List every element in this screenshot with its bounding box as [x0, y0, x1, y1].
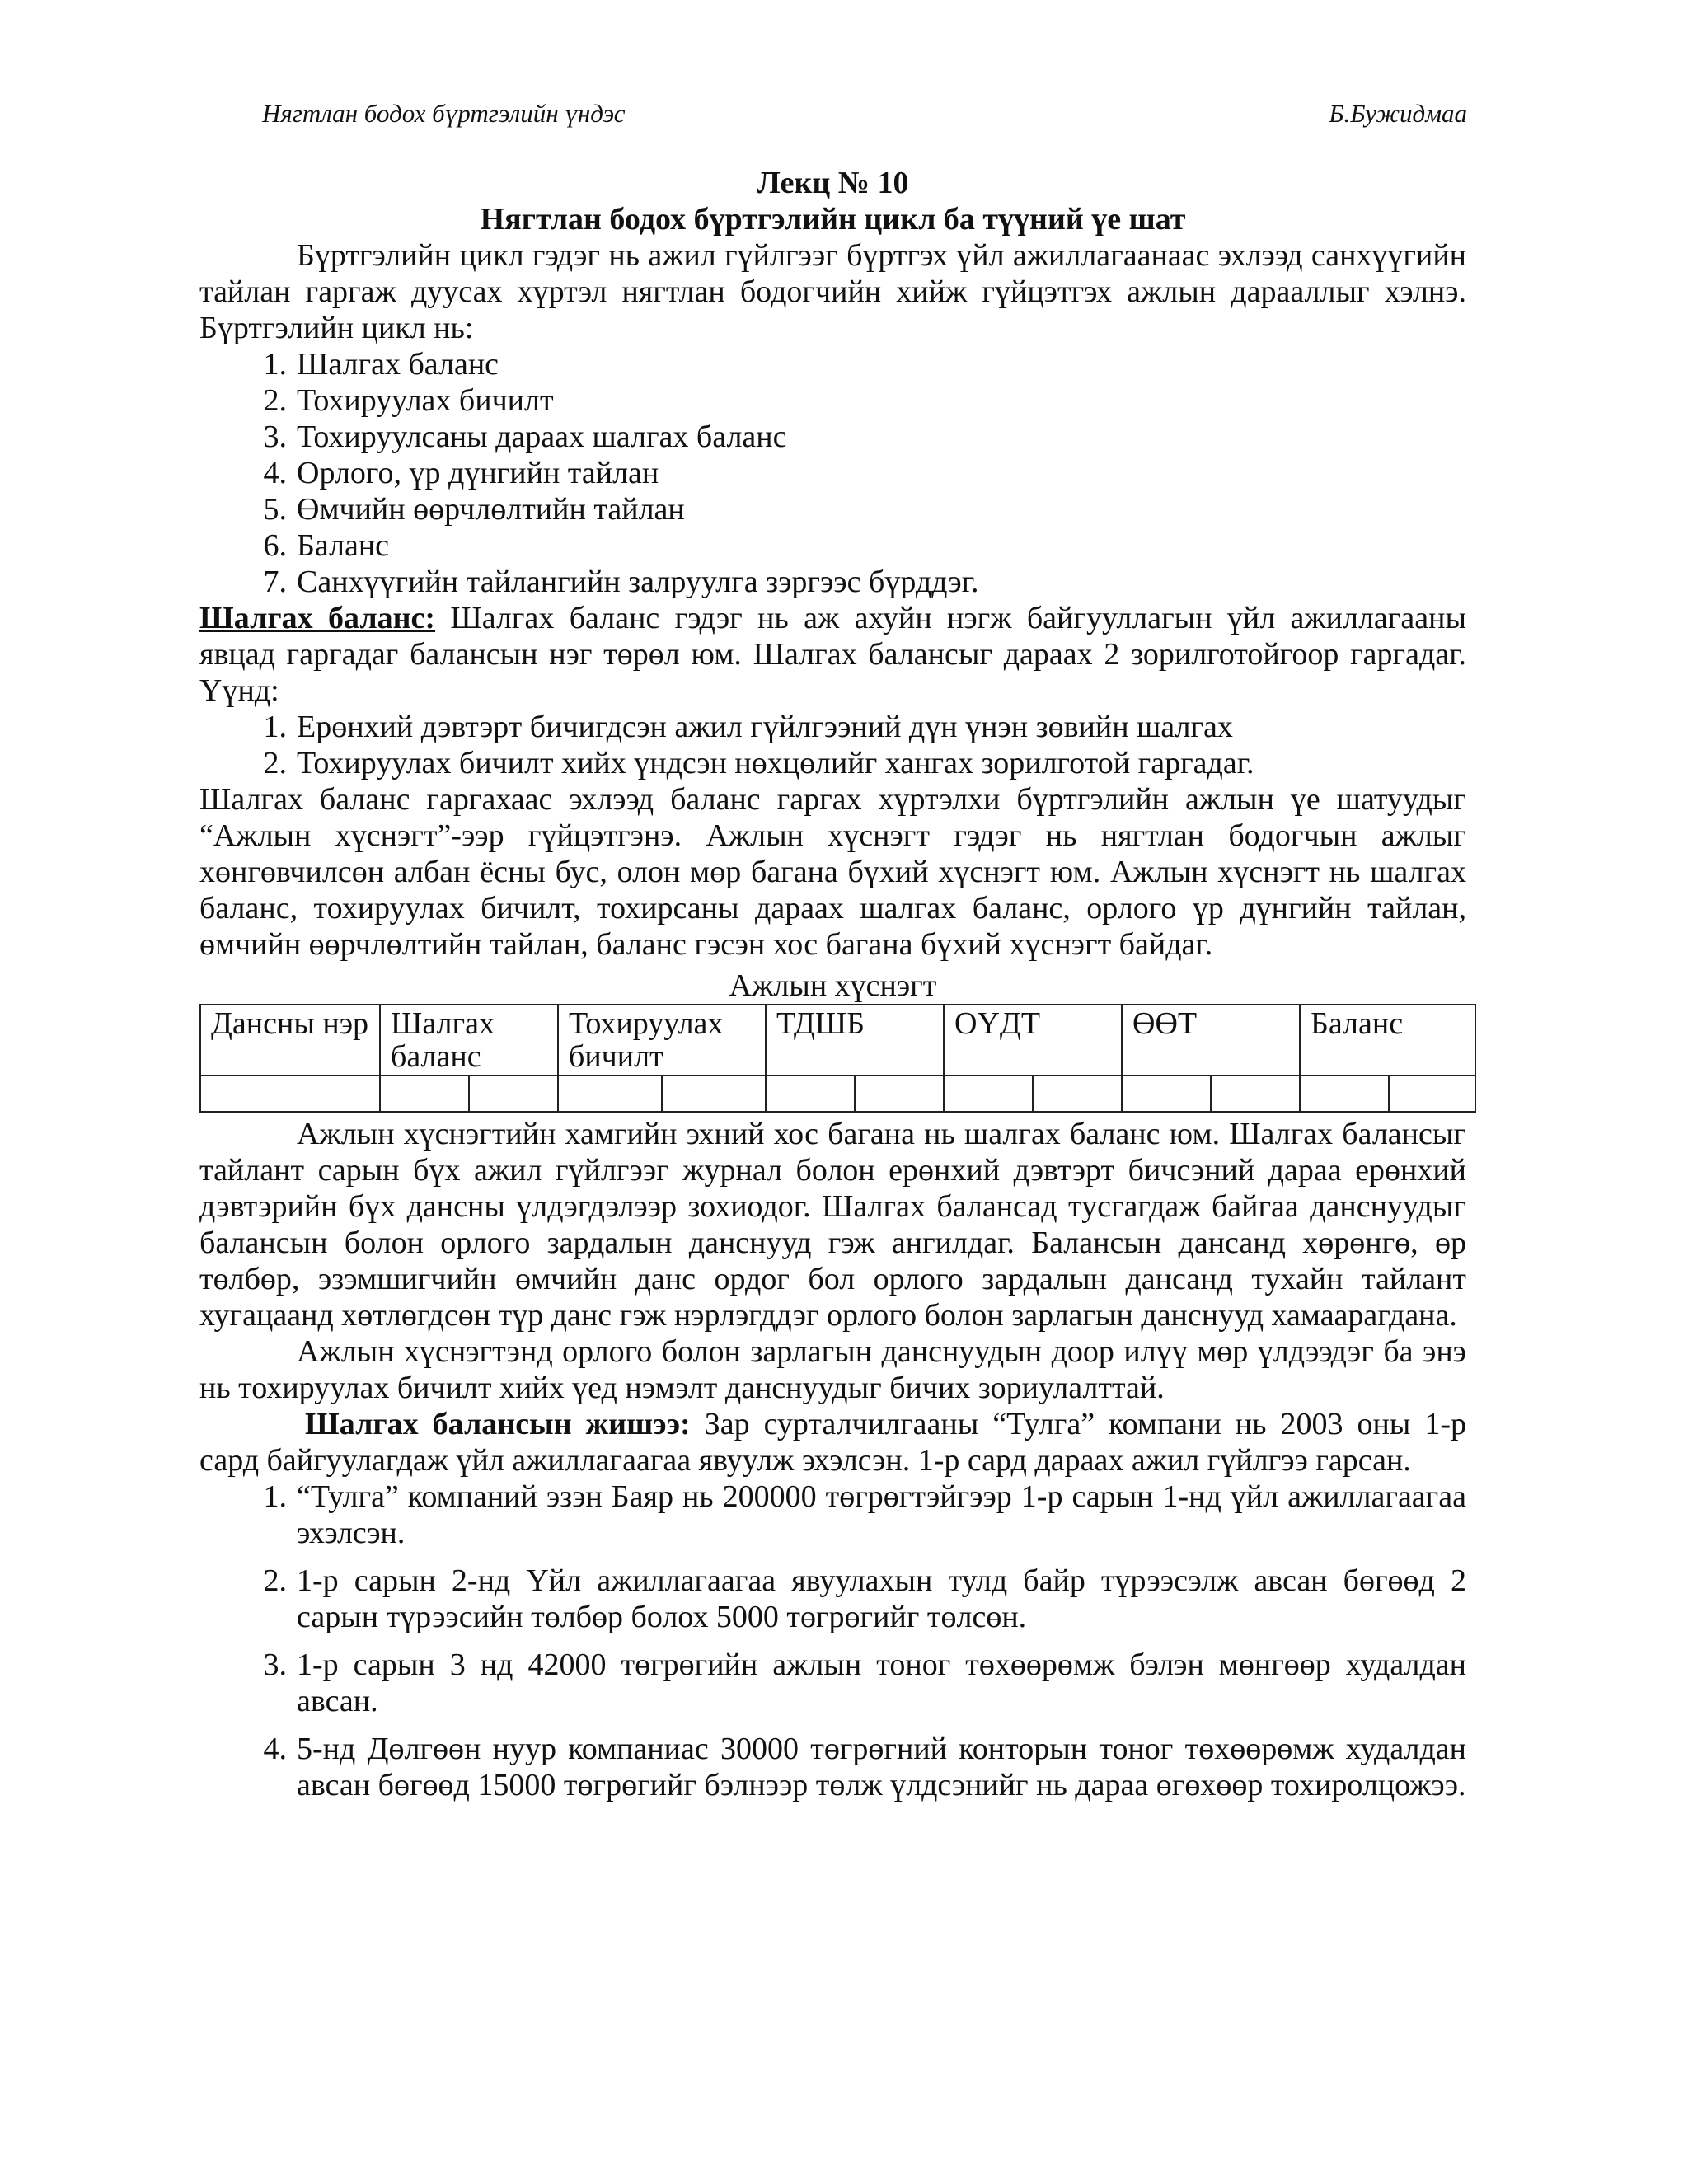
- list-text: Тохируулах бичилт: [297, 383, 554, 418]
- list-item: [263, 1563, 1466, 1635]
- table-cell: [662, 1076, 766, 1112]
- list-text: Баланс: [297, 528, 390, 563]
- header-cell: ОҮДТ: [944, 1005, 1122, 1076]
- extra-rows-paragraph: Ажлын хүснэгтэнд орлого болон зарлагын данснуудын доор илүү мөр үлдээдэг ба энэ нь тохируулах бичилт хийх үед нэмэлт данснуудыг бичих зориулалттай.: [199, 1334, 1466, 1405]
- list-text: Ерөнхий дэвтэрт бичигдсэн ажил гүйлгээний дүн үнэн зөвийн шалгах: [297, 710, 1233, 744]
- list-item: [263, 382, 1466, 419]
- header-cell: Баланс: [1300, 1005, 1475, 1076]
- table-cell: [1211, 1076, 1300, 1112]
- table-cell: [1033, 1076, 1122, 1112]
- after-table-paragraph: Ажлын хүснэгтийн хамгийн эхний хос багана нь шалгах баланс юм. Шалгах балансыг тайлант сарын бүх ажил гүйлгээг журнал болон ерөнхий дэвтэрт бичсэний дараа ерөнхий дэвтэрийн бүх дансны үлдэгдэлээр зохиодог. Шалгах балансад тусгагдаж байгаа данснуудыг балансын болон орлого зардалын данснууд гэж ангилдаг. Балансын дансанд хөрөнгө, өр төлбөр, эзэмшигчийн өмчийн данс ордог бол орлого зардалын дансанд тухайн тайлант хугацаанд хөтлөгдсөн түр данс гэж нэрлэгддэг орлого болон зарлагын данснууд хамаарагдана.: [199, 1117, 1466, 1333]
- list-item: [263, 745, 1466, 781]
- trial-balance-text: Шалгах баланс гэдэг нь аж ахуйн нэгж байгууллагын үйл ажиллагааны явцад гаргадаг балансын нэг төрөл юм. Шалгах балансыг дараах 2 зорилготойгоор гаргадаг. Үүнд:: [199, 601, 1466, 708]
- list-item: [263, 527, 1466, 564]
- table-cell: [200, 1076, 380, 1112]
- list-number: 6.: [263, 528, 287, 563]
- running-header: [262, 97, 1467, 130]
- header-cell: ТДШБ: [766, 1005, 944, 1076]
- trial-balance-term: Шалгах баланс:: [199, 601, 436, 635]
- header-cell: Шалгах баланс: [380, 1005, 558, 1076]
- list-number: 4.: [263, 456, 287, 490]
- list-text: Шалгах баланс: [297, 347, 499, 382]
- list-item: [263, 564, 1466, 600]
- lecture-title: Нягтлан бодох бүртгэлийн цикл ба түүний үе шат: [480, 202, 1186, 237]
- list-number: 7.: [263, 565, 287, 599]
- list-item: [263, 1647, 1466, 1719]
- list-text: Орлого, үр дүнгийн тайлан: [297, 456, 659, 490]
- header-author: Б.Бужидмаа: [1329, 99, 1467, 128]
- table-header-row: [200, 1005, 1475, 1076]
- table-cell: [766, 1076, 855, 1112]
- table-cell: [469, 1076, 558, 1112]
- list-number: 5.: [263, 492, 287, 527]
- table-cell: [1122, 1076, 1211, 1112]
- example-term: Шалгах балансын жишээ:: [305, 1407, 691, 1441]
- list-item: [263, 709, 1466, 745]
- table-row: [200, 1076, 1475, 1112]
- list-text: Тохируулсаны дараах шалгах баланс: [297, 419, 787, 454]
- table-cell: [1300, 1076, 1389, 1112]
- table-caption: Ажлын хүснэгт: [729, 968, 937, 1003]
- lecture-number: Лекц № 10: [757, 166, 909, 200]
- list-item: [263, 346, 1466, 382]
- list-item: [263, 491, 1466, 527]
- header-cell: Тохируулах бичилт: [558, 1005, 766, 1076]
- cycle-list: [199, 346, 1466, 600]
- worksheet-paragraph: Шалгах баланс гаргахаас эхлээд баланс гаргах хүртэлхи бүртгэлийн ажлын үе шатуудыг “Ажлын хүснэгт”-ээр гүйцэтгэнэ. Ажлын хүснэгт гэдэг нь нягтлан бодогчын ажлыг хөнгөвчилсөн албан ёсны бус, олон мөр багана бүхий хүснэгт юм. Ажлын хүснэгт нь шалгах баланс, тохируулах бичилт, тохирсаны дараах шалгах баланс, орлого үр дүнгийн тайлан, өмчийн өөрчлөлтийн тайлан, баланс гэсэн хос багана бүхий хүснэгт байдаг.: [199, 782, 1466, 962]
- table-cell: [944, 1076, 1033, 1112]
- list-number: 1.: [263, 347, 287, 382]
- list-text: 1-р сарын 2-нд Үйл ажиллагаагаа явуулахын тулд байр түрээсэлж авсан бөгөөд 2 сарын түрээсийн төлбөр болох 5000 төгрөгийг төлсөн.: [297, 1563, 1466, 1634]
- list-text: “Тулга” компаний эзэн Баяр нь 200000 төгрөгтэйгээр 1-р сарын 1-нд үйл ажиллагаагаа эхэлсэн.: [297, 1479, 1466, 1550]
- example-paragraph: [199, 1406, 1466, 1479]
- list-number: 4.: [263, 1732, 287, 1766]
- table-cell: [1389, 1076, 1475, 1112]
- worksheet-table: [199, 1004, 1476, 1113]
- example-list: [199, 1479, 1466, 1803]
- list-number: 1.: [263, 710, 287, 744]
- table-cell: [855, 1076, 944, 1112]
- document-body: [199, 165, 1466, 1803]
- list-text: Санхүүгийн тайлангийн залруулга зэргээс бүрддэг.: [297, 565, 979, 599]
- purpose-list: [199, 709, 1466, 781]
- list-text: 1-р сарын 3 нд 42000 төгрөгийн ажлын тоног төхөөрөмж бэлэн мөнгөөр худалдан авсан.: [297, 1647, 1466, 1718]
- intro-paragraph: Бүртгэлийн цикл гэдэг нь ажил гүйлгээг бүртгэх үйл ажиллагаанаас эхлээд санхүүгийн тайлан гаргаж дуусах хүртэл нягтлан бодогчийн хийж гүйцэтгэх ажлын дарааллыг хэлнэ. Бүртгэлийн цикл нь:: [199, 238, 1466, 345]
- list-item: [263, 419, 1466, 455]
- list-text: Өмчийн өөрчлөлтийн тайлан: [297, 492, 685, 527]
- list-item: [263, 1479, 1466, 1551]
- trial-balance-paragraph: [199, 600, 1466, 709]
- list-number: 3.: [263, 419, 287, 454]
- example-text: Зар сурталчилгааны “Тулга” компани нь 2003 оны 1-р сард байгуулагдаж үйл ажиллагаагаа явуулж эхэлсэн. 1-р сард дараах ажил гүйлгээ гарсан.: [199, 1407, 1466, 1478]
- header-cell: ӨӨТ: [1122, 1005, 1300, 1076]
- table-cell: [558, 1076, 662, 1112]
- table-cell: [380, 1076, 469, 1112]
- list-number: 2.: [263, 746, 287, 780]
- list-number: 2.: [263, 1563, 287, 1598]
- header-cell: Дансны нэр: [200, 1005, 380, 1076]
- list-number: 1.: [263, 1479, 287, 1514]
- list-number: 3.: [263, 1647, 287, 1682]
- list-item: [263, 455, 1466, 491]
- list-number: 2.: [263, 383, 287, 418]
- list-text: Тохируулах бичилт хийх үндсэн нөхцөлийг хангах зорилготой гаргадаг.: [297, 746, 1254, 780]
- list-text: 5-нд Дөлгөөн нуур компаниас 30000 төгрөгний конторын тоног төхөөрөмж худалдан авсан бөгөөд 15000 төгрөгийг бэлнээр төлж үлдсэнийг нь дараа өгөхөөр тохиролцожээ.: [297, 1732, 1466, 1802]
- list-item: [263, 1731, 1466, 1803]
- header-course-title: Нягтлан бодох бүртгэлийн үндэс: [262, 99, 626, 128]
